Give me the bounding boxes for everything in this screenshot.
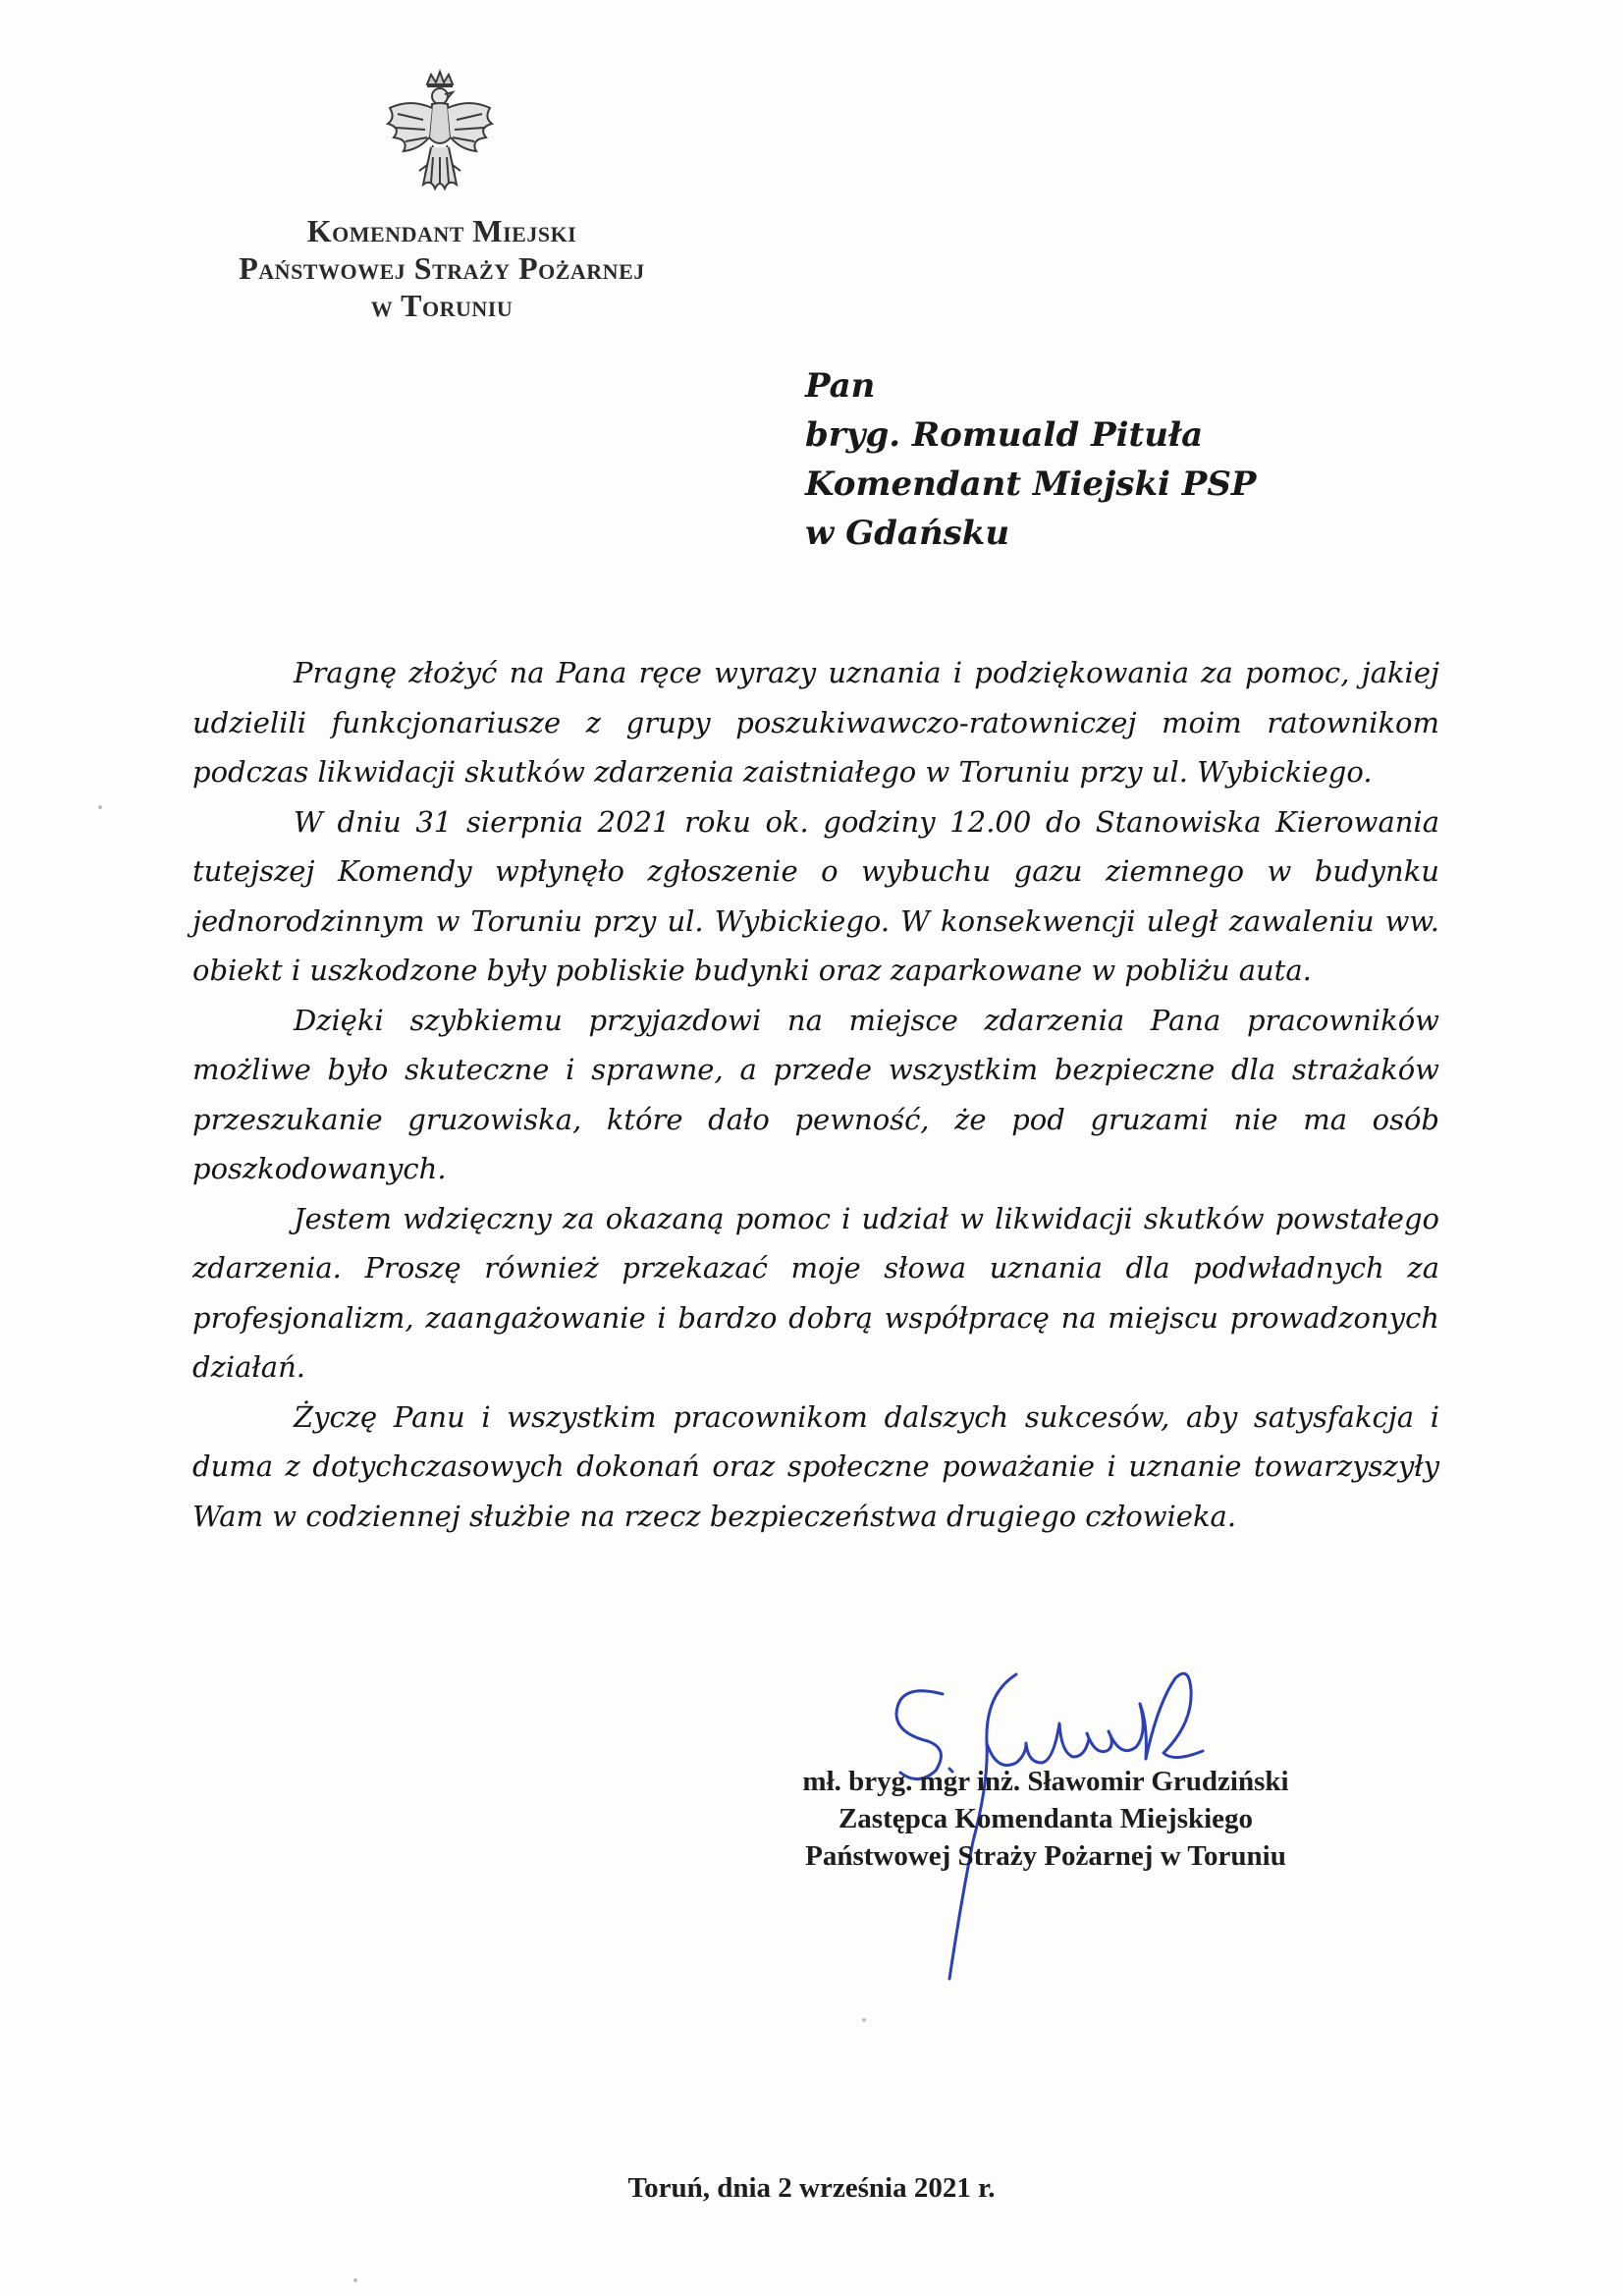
addressee-name: bryg. Romuald Pituła bbox=[805, 415, 1204, 455]
scan-speck bbox=[353, 2278, 357, 2282]
letterhead-line-2: Państwowej Straży Pożarnej bbox=[239, 250, 645, 286]
scan-speck bbox=[98, 805, 102, 809]
letterhead-title bbox=[157, 212, 727, 324]
body-paragraph: Dzięki szybkiemu przyjazdowi na miejsce zdarzenia Pana pracowników możliwe było skuteczne i sprawne, a przede wszystkim bezpieczne dla strażaków przeszukanie gruzowiska, które dało pewność, że pod gruzami nie ma osób poszkodowanych. bbox=[192, 1003, 1439, 1185]
letterhead-line-3: w Toruniu bbox=[370, 288, 514, 323]
addressee-position: Komendant Miejski PSP bbox=[805, 465, 1257, 504]
body-paragraph: W dniu 31 sierpnia 2021 roku ok. godziny 12.00 do Stanowiska Kierowania tutejszej Komendy wpłynęło zgłoszenie o wybuchu gazu ziemnego w budynku jednorodzinnym w Toruniu przy ul. Wybickiego. W konsekwencji uległ zawaleniu ww. obiekt i uszkodzone były pobliskie budynki oraz zaparkowane w pobliżu auta. bbox=[192, 804, 1439, 987]
body-paragraph: Życzę Panu i wszystkim pracownikom dalszych sukcesów, aby satysfakcja i duma z dotychczasowych dokonań oraz społeczne poważanie i uznanie towarzyszyły Wam w codziennej służbie na rzecz bezpieczeństwa drugiego człowieka. bbox=[192, 1399, 1439, 1533]
scan-speck bbox=[862, 2018, 866, 2022]
body-paragraph: Pragnę złożyć na Pana ręce wyrazy uznania i podziękowania za pomoc, jakiej udzielili funkcjonariusze z grupy poszukiwawczo-ratowniczej moim ratownikom podczas likwidacji skutków zdarzenia zaistniałego w Toruniu przy ul. Wybickiego. bbox=[192, 656, 1439, 789]
addressee-block bbox=[805, 361, 1355, 558]
letter-body bbox=[192, 648, 1439, 1541]
signatory-position: Zastępca Komendanta Miejskiego bbox=[838, 1803, 1254, 1834]
addressee-salutation: Pan bbox=[805, 366, 876, 406]
body-paragraph: Jestem wdzięczny za okazaną pomoc i udział w likwidacji skutków powstałego zdarzenia. Proszę również przekazać moje słowa uznania dla podwładnych za profesjonalizm, zaangażowanie i bardzo dobrą współpracę na miejscu prowadzonych działań. bbox=[192, 1201, 1439, 1384]
signatory-institution: Państwowej Straży Pożarnej w Toruniu bbox=[805, 1840, 1286, 1872]
addressee-location: w Gdańsku bbox=[805, 514, 1010, 553]
signatory-name: mł. bryg. mgr inż. Sławomir Grudziński bbox=[802, 1766, 1289, 1797]
letterhead-line-1: Komendant Miejski bbox=[306, 213, 577, 248]
eagle-emblem-icon bbox=[376, 69, 504, 216]
letter-date: Toruń, dnia 2 września 2021 r. bbox=[627, 2172, 996, 2204]
signatory-block bbox=[746, 1763, 1345, 1875]
